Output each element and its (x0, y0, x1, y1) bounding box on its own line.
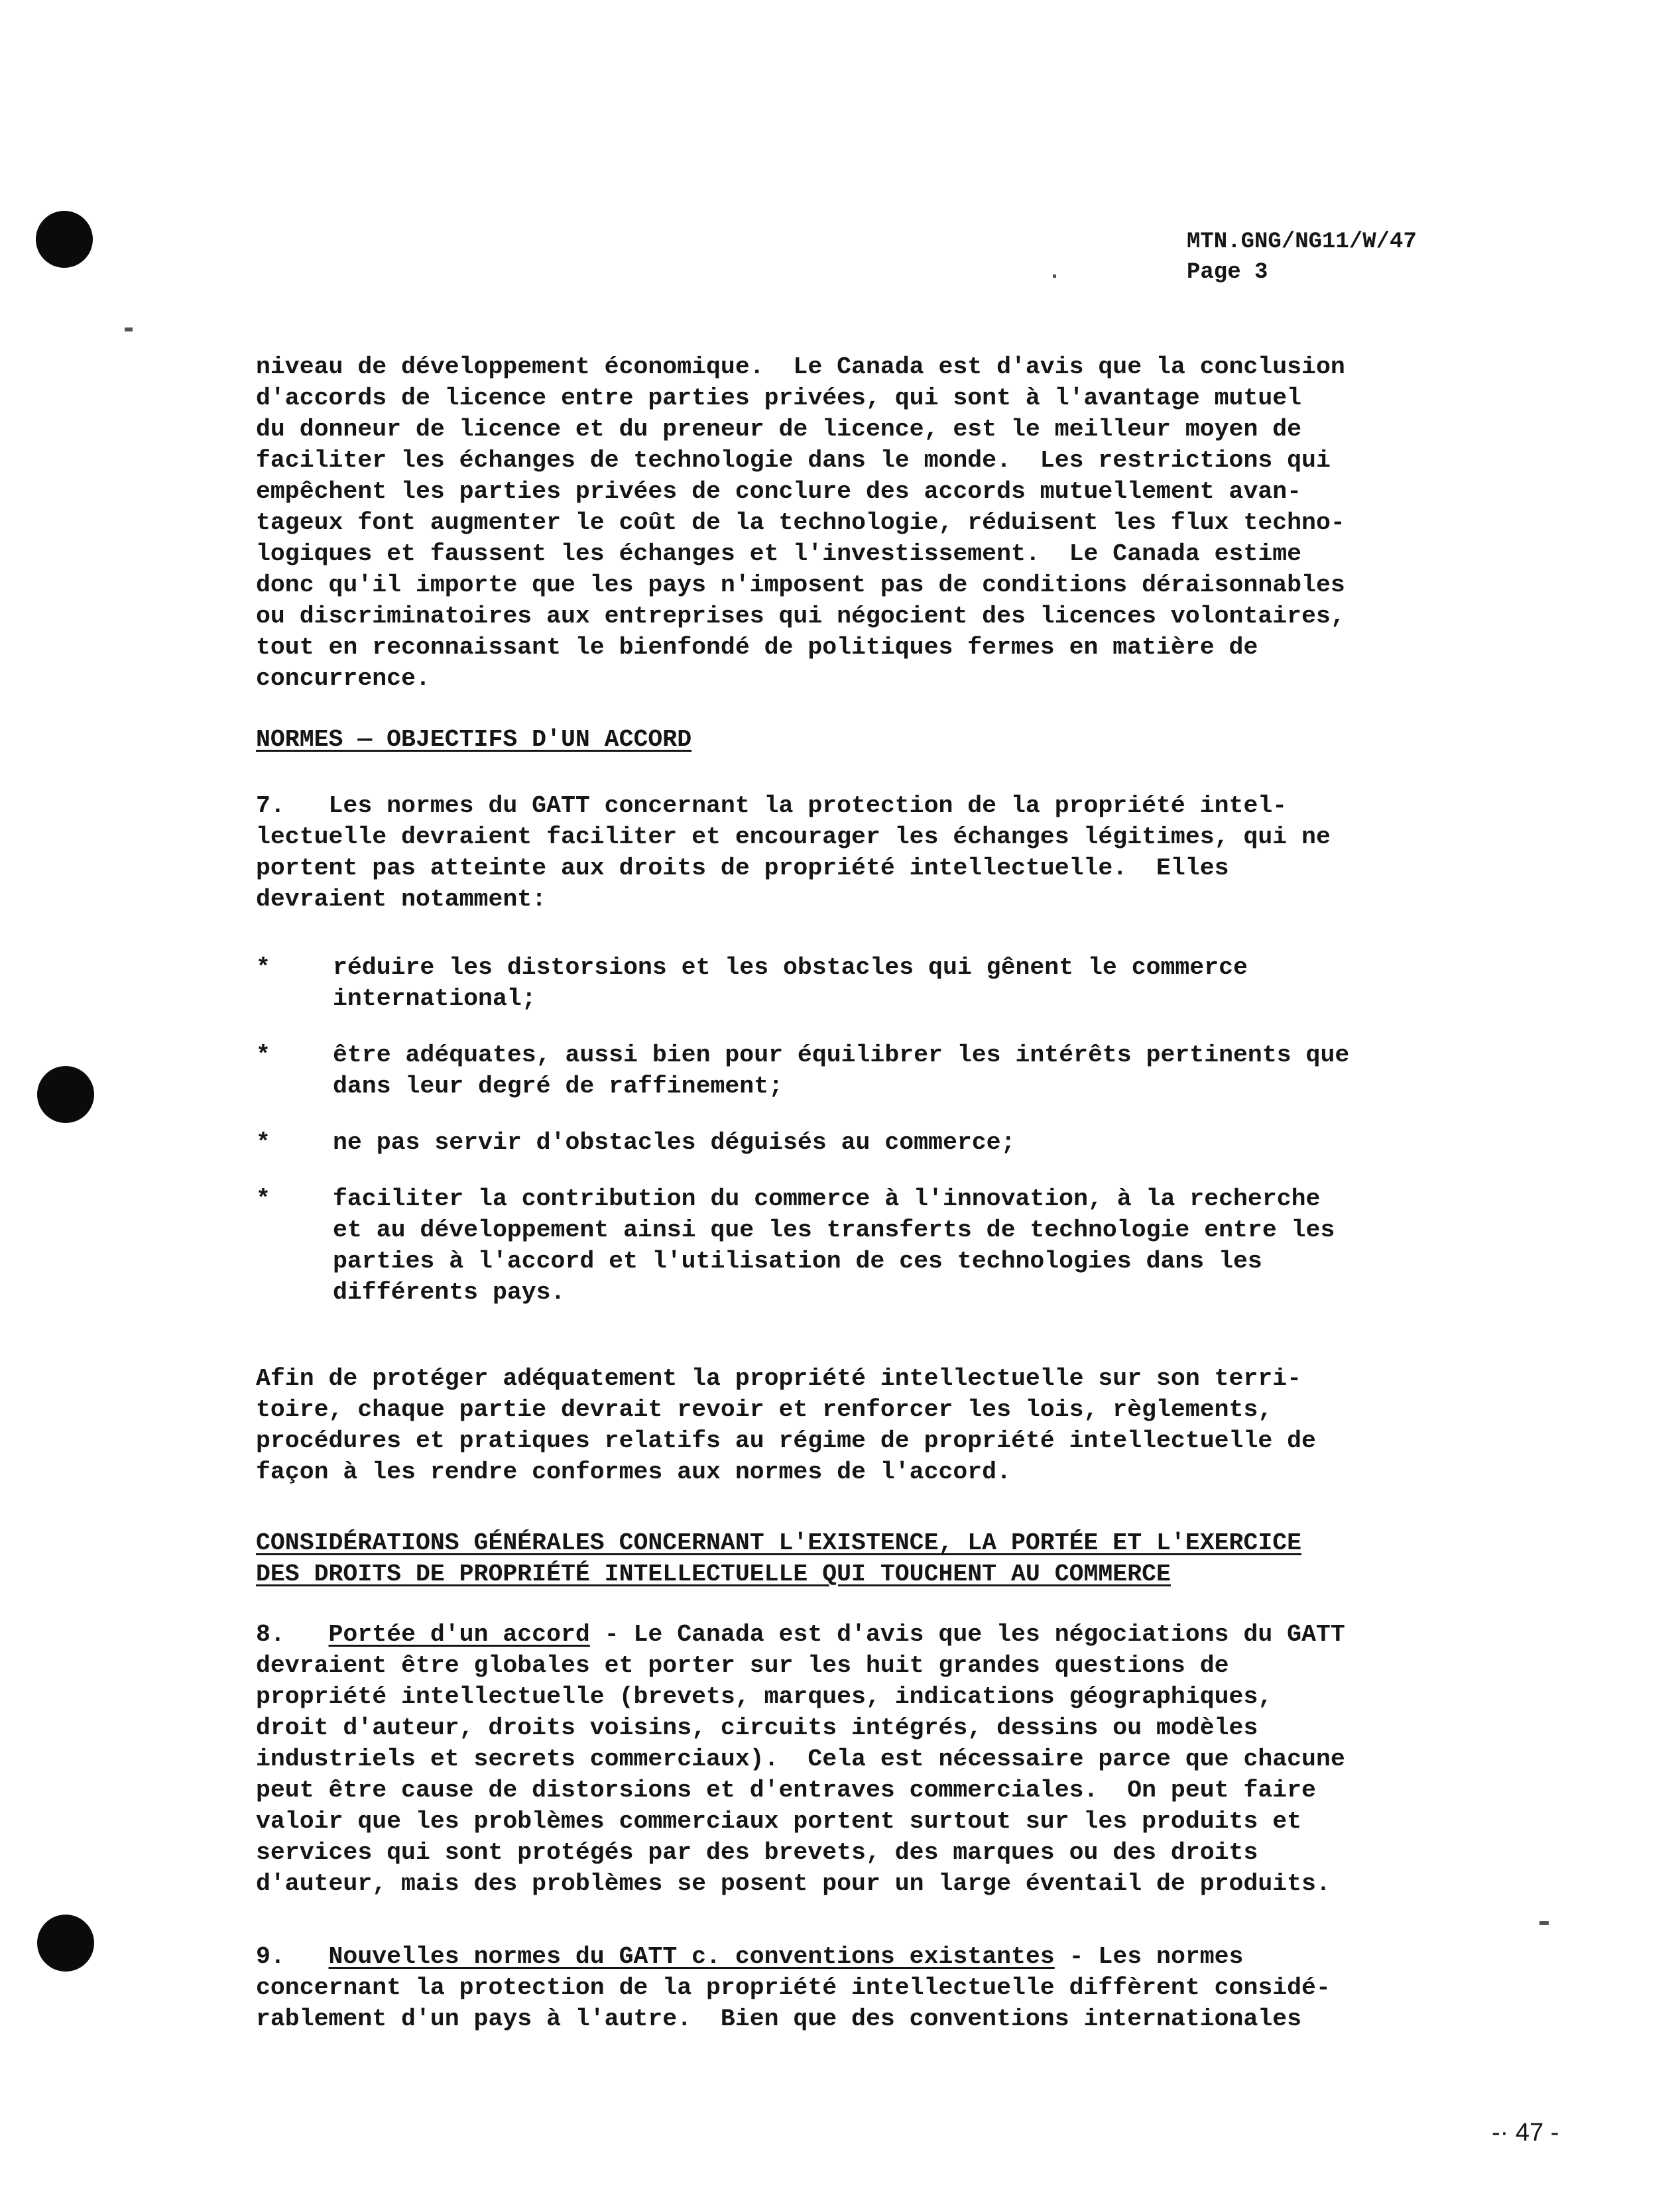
text-line: propriété intellectuelle (brevets, marques, indications géographiques, (256, 1683, 1273, 1710)
bullet-item (256, 952, 1463, 1014)
text-line: du donneur de licence et du preneur de licence, est le meilleur moyen de (256, 416, 1302, 443)
bullet-text-line: différents pays. (333, 1279, 566, 1306)
text-line: devraient être globales et porter sur les huit grandes questions de (256, 1652, 1229, 1679)
paragraph-title: Portée d'un accord (328, 1621, 590, 1648)
text-line: rablement d'un pays à l'autre. Bien que des conventions internationales (256, 2005, 1302, 2033)
section-heading-considerations (256, 1527, 1443, 1590)
text-line: niveau de développement économique. Le Canada est d'avis que la conclusion (256, 353, 1345, 381)
paragraph-title: Nouvelles normes du GATT c. conventions existantes (328, 1943, 1055, 1970)
paragraph-first-line: - Les normes (1054, 1943, 1244, 1970)
bullet-star: * (256, 1129, 270, 1156)
closing-paragraph (256, 1363, 1443, 1488)
section-heading-text: NORMES — OBJECTIFS D'UN ACCORD (256, 726, 692, 753)
text-line: concurrence. (256, 665, 430, 692)
text-line: d'auteur, mais des problèmes se posent pour un large éventail de produits. (256, 1870, 1331, 1897)
text-line: logiques et faussent les échanges et l'investissement. Le Canada estime (256, 540, 1302, 567)
paragraph-number: 9. (256, 1943, 329, 1970)
text-line: ou discriminatoires aux entreprises qui négocient des licences volontaires, (256, 603, 1345, 630)
scan-speck (1539, 1921, 1549, 1925)
paragraph-number: 8. (256, 1621, 329, 1648)
section-heading-line1: CONSIDÉRATIONS GÉNÉRALES CONCERNANT L'EXISTENCE, LA PORTÉE ET L'EXERCICE (256, 1529, 1302, 1557)
document-header (1187, 227, 1417, 288)
text-line: empêchent les parties privées de conclure des accords mutuellement avan- (256, 478, 1302, 505)
bullet-text-line: et au développement ainsi que les transferts de technologie entre les (333, 1216, 1335, 1244)
text-line: lectuelle devraient faciliter et encourager les échanges légitimes, qui ne (256, 823, 1331, 851)
punch-hole-middle (37, 1066, 94, 1123)
text-line: procédures et pratiques relatifs au régime de propriété intellectuelle de (256, 1427, 1316, 1454)
paragraph-7 (256, 790, 1443, 915)
paragraph-9 (256, 1941, 1443, 2035)
text-line: toire, chaque partie devrait revoir et renforcer les lois, règlements, (256, 1396, 1273, 1423)
text-line: concernant la protection de la propriété intellectuelle diffèrent considé- (256, 1974, 1331, 2001)
bullet-text-line: réduire les distorsions et les obstacles qui gênent le commerce (333, 954, 1248, 981)
bullet-text-line: dans leur degré de raffinement; (333, 1073, 784, 1100)
bullet-star: * (256, 954, 270, 981)
text-line: services qui sont protégés par des brevets, des marques ou des droits (256, 1839, 1258, 1866)
section-heading-normes (256, 724, 1443, 755)
paragraph-first-line: - Le Canada est d'avis que les négociations du GATT (589, 1621, 1345, 1648)
text-line: Afin de protéger adéquatement la propriété intellectuelle sur son terri- (256, 1365, 1302, 1392)
page-number: -· 47 - (1492, 2119, 1559, 2147)
bullet-text-line: international; (333, 985, 536, 1012)
section-heading-line2: DES DROITS DE PROPRIÉTÉ INTELLECTUELLE QUI TOUCHENT AU COMMERCE (256, 1561, 1171, 1588)
text-line: portent pas atteinte aux droits de propriété intellectuelle. Elles (256, 855, 1229, 882)
text-line: tout en reconnaissant le bienfondé de politiques fermes en matière de (256, 634, 1258, 661)
bullet-text-line: faciliter la contribution du commerce à l'innovation, à la recherche (333, 1185, 1321, 1213)
text-line: industriels et secrets commerciaux). Cela est nécessaire parce que chacune (256, 1745, 1345, 1773)
text-line: façon à les rendre conformes aux normes de l'accord. (256, 1458, 1011, 1486)
text-line: devraient notamment: (256, 886, 547, 913)
text-line: tageux font augmenter le coût de la technologie, réduisent les flux techno- (256, 509, 1345, 536)
intro-paragraph (256, 351, 1443, 694)
text-line: droit d'auteur, droits voisins, circuits intégrés, dessins ou modèles (256, 1714, 1258, 1742)
bullet-star: * (256, 1041, 270, 1069)
bullet-item (256, 1039, 1463, 1102)
text-line: 7. Les normes du GATT concernant la protection de la propriété intel- (256, 792, 1288, 819)
bullet-text-line: ne pas servir d'obstacles déguisés au commerce; (333, 1129, 1016, 1156)
page-label: Page 3 (1187, 260, 1268, 285)
text-line: faciliter les échanges de technologie dans le monde. Les restrictions qui (256, 447, 1331, 474)
text-line: d'accords de licence entre parties privées, qui sont à l'avantage mutuel (256, 385, 1302, 412)
text-line: donc qu'il importe que les pays n'imposent pas de conditions déraisonnables (256, 571, 1345, 599)
bullet-item (256, 1183, 1463, 1308)
bullet-star: * (256, 1185, 270, 1213)
text-line: peut être cause de distorsions et d'entraves commerciales. On peut faire (256, 1777, 1316, 1804)
document-symbol: MTN.GNG/NG11/W/47 (1187, 229, 1417, 255)
bullet-text-line: parties à l'accord et l'utilisation de ces technologies dans les (333, 1248, 1262, 1275)
bullet-item (256, 1127, 1463, 1158)
punch-hole-top (36, 211, 93, 268)
bullet-text-line: être adéquates, aussi bien pour équilibrer les intérêts pertinents que (333, 1041, 1350, 1069)
scan-speck (1053, 274, 1056, 278)
punch-hole-bottom (37, 1915, 94, 1972)
scan-speck (125, 327, 133, 331)
bullet-list (256, 952, 1463, 1308)
text-line: valoir que les problèmes commerciaux portent surtout sur les produits et (256, 1808, 1302, 1835)
paragraph-8 (256, 1619, 1443, 1899)
